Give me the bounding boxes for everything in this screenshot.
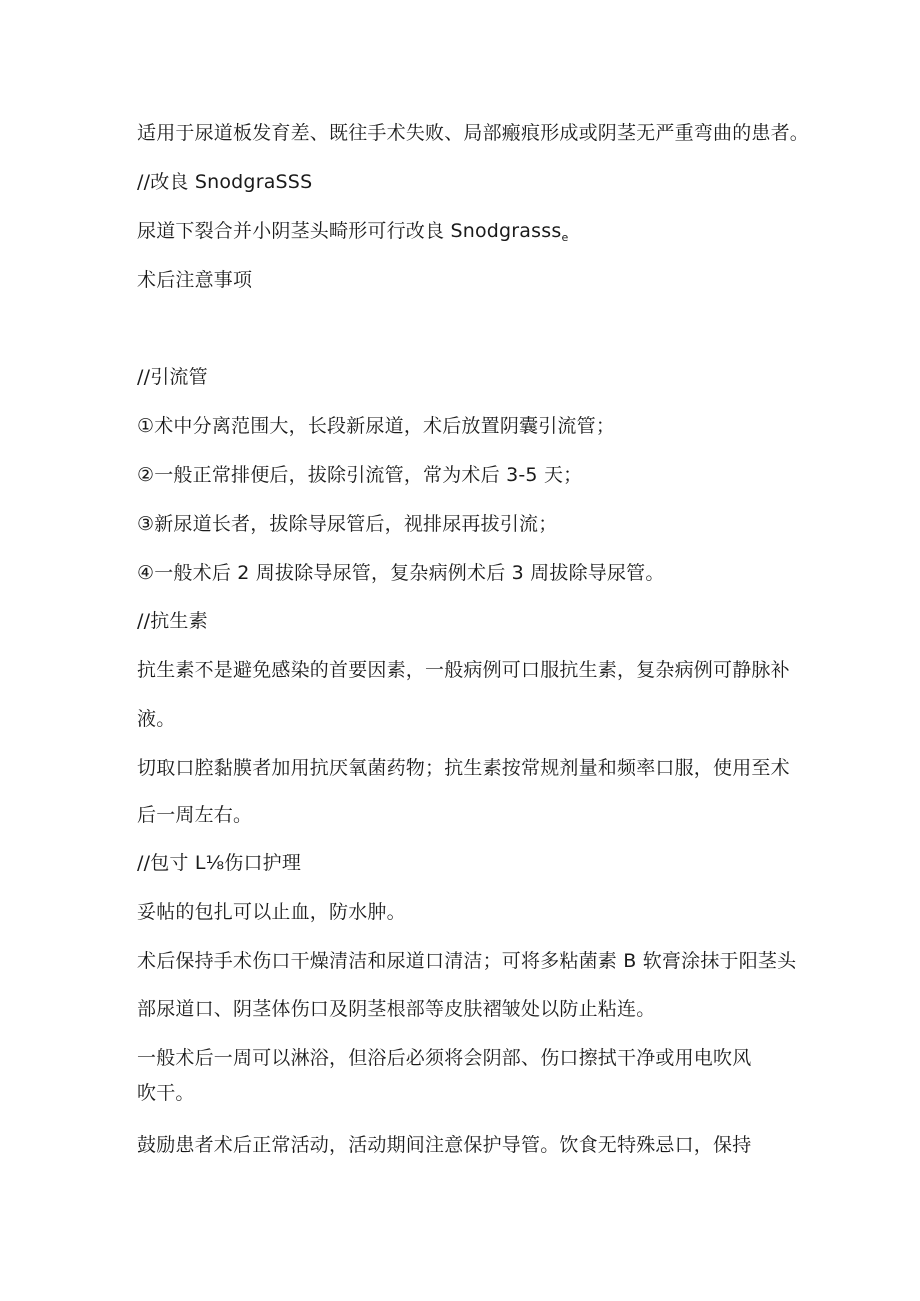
paragraph-line: 吹干。 [137,1082,195,1104]
line-subscript: e [561,231,569,244]
paragraph-line: 切取口腔黏膜者加用抗厌氧菌药物；抗生素按常规剂量和频率口服，使用至术 [137,757,790,779]
line-text: 尿道下裂合并小阴茎头畸形可行改良 Snodgrasss [137,220,562,242]
paragraph-line: 适用于尿道板发育差、既往手术失败、局部瘢痕形成或阴茎无严重弯曲的患者。 [137,122,810,144]
section-heading: //引流管 [137,366,208,388]
list-item: ②一般正常排便后，拔除引流管，常为术后 3-5 天； [137,464,583,486]
list-item: ④一般术后 2 周拔除导尿管，复杂病例术后 3 周拔除导尿管。 [137,562,665,584]
list-item: ①术中分离范围大，长段新尿道，术后放置阴囊引流管； [137,415,616,437]
section-heading: 术后注意事项 [137,269,253,291]
paragraph-line: 抗生素不是避免感染的首要因素，一般病例可口服抗生素，复杂病例可静脉补 [137,659,790,681]
section-heading: //改良 SnodgraSSS [137,171,313,193]
section-heading: //包寸 L⅛伤口护理 [137,852,302,874]
paragraph-line: 部尿道口、阴茎体伤口及阴茎根部等皮肤褶皱处以防止粘连。 [137,998,656,1020]
section-heading: //抗生素 [137,610,208,632]
paragraph-line: 鼓励患者术后正常活动，活动期间注意保护导管。饮食无特殊忌口，保持 [137,1134,752,1156]
paragraph-line: 术后保持手术伤口干燥清洁和尿道口清洁；可将多粘菌素 B 软膏涂抹于阳茎头 [137,950,797,972]
paragraph-line: 妥帖的包扎可以止血，防水肿。 [137,901,406,923]
paragraph-line [137,218,568,251]
paragraph-line: 一般术后一周可以淋浴，但浴后必须将会阴部、伤口擦拭干净或用电吹风 [137,1047,752,1069]
paragraph-line: 液。 [137,708,176,730]
paragraph-line: 后一周左右。 [137,804,253,826]
list-item: ③新尿道长者，拔除导尿管后，视排尿再拔引流； [137,513,558,535]
